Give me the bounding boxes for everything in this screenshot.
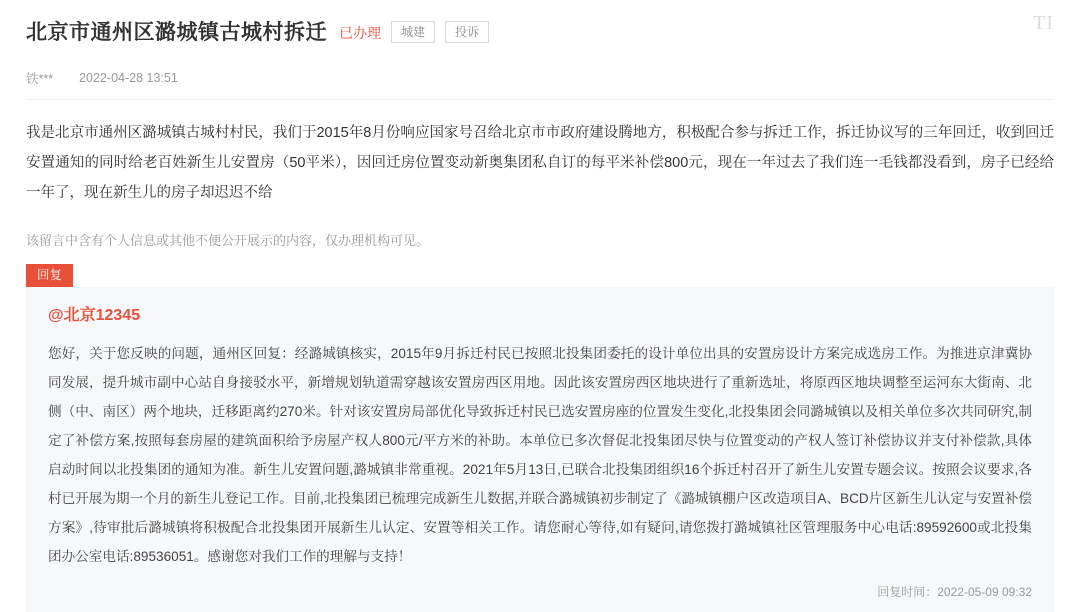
post-header (26, 14, 1054, 45)
page-title: 北京市通州区潞城镇古城村拆迁 (26, 21, 327, 44)
reply-block (26, 287, 1054, 612)
meta-divider (26, 99, 1054, 100)
author-name: 铁*** (26, 72, 54, 87)
status-badge: 已办理 (339, 25, 381, 42)
reply-content: 您好，关于您反映的问题，通州区回复：经潞城镇核实，2015年9月拆迁村民已按照北投集团委托的设计单位出具的安置房设计方案完成选房工作。为推进京津冀协同发展，提升城市副中心站自身接驳水平，新增规划轨道需穿越该安置房西区用地。因此该安置房西区地块进行了重新选址，将原西区地块调整至运河东大街南、北侧（中、南区）两个地块，迁移距离约270米。针对该安置房局部优化导致拆迁村民已选安置房座的位置发生变化,北投集团会同潞城镇以及相关单位多次共同研究,制定了补偿方案,按照每套房屋的建筑面积给予房屋产权人800元/平方米的补助。本单位已多次督促北投集团尽快与位置变动的产权人签订补偿协议并支付补偿款,具体启动时间以北投集团的通知为准。新生儿安置问题,潞城镇非常重视。2021年5月13日,已联合北投集团组织16个拆迁村召开了新生儿安置专题会议。按照会议要求,各村已开展为期一个月的新生儿登记工作。目前,北投集团已梳理完成新生儿数据,并联合潞城镇初步制定了《潞城镇棚户区改造项目A、BCD片区新生儿认定与安置补偿方案》,待审批后潞城镇将积极配合北投集团开展新生儿认定、安置等相关工作。请您耐心等待,如有疑问,请您拨打潞城镇社区管理服务中心电话:89592600或北投集团办公室电话:89536051。感谢您对我们工作的理解与支持！ (48, 346, 1032, 565)
reply-author[interactable]: @北京12345 (48, 307, 141, 325)
corner-watermark: TI (1033, 12, 1054, 34)
reply-time (48, 583, 1032, 600)
post-date: 2022-04-28 13:51 (79, 71, 178, 86)
post-content: 我是北京市通州区潞城镇古城村村民，我们于2015年8月份响应国家号召给北京市市政府建设腾地方，积极配合参与拆迁工作，拆迁协议写的三年回迁，收到回迁安置通知的同时给老百姓新生儿安置房（50平米），因回迁房位置变动新奥集团私自订的每平米补偿800元，现在一年过去了我们连一毛钱都没看到，房子已经给一年了，现在新生儿的房子却迟迟不给 (26, 125, 1054, 202)
category-tag-2[interactable]: 投诉 (445, 21, 489, 43)
category-tag-1[interactable]: 城建 (391, 21, 435, 43)
reply-time-label: 回复时间： (877, 585, 938, 600)
privacy-notice: 该留言中含有个人信息或其他不便公开展示的内容，仅办理机构可见。 (26, 233, 430, 249)
reply-time-value: 2022-05-09 09:32 (937, 585, 1032, 600)
reply-label: 回复 (26, 264, 73, 287)
post-meta (26, 69, 1054, 87)
